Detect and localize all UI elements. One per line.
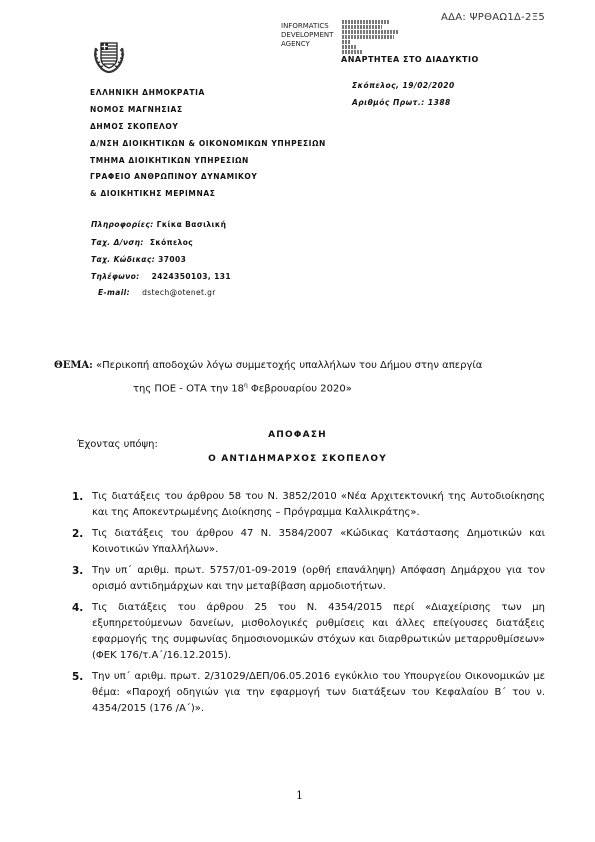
list-item	[58, 526, 545, 558]
list-item	[58, 489, 545, 521]
header-line-2: ΝΟΜΟΣ ΜΑΓΝΗΣΙΑΣ	[90, 105, 183, 114]
hellenic-republic-emblem-icon	[90, 38, 128, 74]
contact-phone	[91, 272, 231, 281]
email-label: E-mail:	[98, 288, 131, 297]
header-line-5: ΤΜΗΜΑ ΔΙΟΙΚΗΤΙΚΩΝ ΥΠΗΡΕΣΙΩΝ	[90, 156, 249, 165]
contact-zip	[91, 255, 186, 264]
it-logo-line-1: INFORMATICS	[281, 22, 329, 30]
list-item	[58, 600, 545, 664]
page-number: 1	[296, 789, 303, 802]
item-number: 5.	[72, 671, 84, 683]
subject-superscript: η	[243, 382, 248, 389]
header-line-3: ΔΗΜΟΣ ΣΚΟΠΕΛΟΥ	[90, 122, 179, 131]
list-item	[58, 669, 545, 717]
item-text: Την υπ΄ αριθμ. πρωτ. 2/31029/ΔΕΠ/06.05.2016 εγκύκλιο του Υπουργείου Οικονομικών με θέμα: «Παροχή οδηγιών για την εφαρμογή των διατάξεων του Κεφαλαίου Β΄ του ν. 4354/2015 (176 /Α΄)».	[92, 671, 545, 714]
item-number: 2.	[72, 528, 84, 540]
item-text: Τις διατάξεις του άρθρου 25 του Ν. 4354/2015 περί «Διαχείρισης των μη εξυπηρετούμενων δανείων, μισθολογικές ρυθμίσεις και άλλες επείγουσες διατάξεις εφαρμογής της συμφωνίας δημοσιονομικών στόχων και διαρθρωτικών μεταρρυθμίσεων» (ΦΕΚ 176/τ.Α΄/16.12.2015).	[92, 602, 545, 661]
item-text: Τις διατάξεις του άρθρου 58 του Ν. 3852/2010 «Νέα Αρχιτεκτονική της Αυτοδιοίκησης και της Αποκεντρωμένης Διοίκησης – Πρόγραμμα Καλλικράτης».	[92, 491, 545, 518]
address-label: Ταχ. Δ/νση:	[91, 238, 144, 247]
item-number: 3.	[72, 565, 84, 577]
subject-line-2	[54, 376, 554, 399]
it-logo-line-3: AGENCY	[281, 40, 310, 48]
email-value: dstech@otenet.gr	[142, 288, 216, 297]
zip-value: 37003	[158, 255, 187, 264]
it-logo-line-2: DEVELOPMENT	[281, 31, 334, 39]
header-line-1: ΕΛΛΗΝΙΚΗ ΔΗΜΟΚΡΑΤΙΑ	[90, 88, 205, 97]
phone-value: 2424350103, 131	[151, 272, 231, 281]
info-label: Πληροφορίες:	[91, 220, 154, 229]
subject-block	[54, 356, 554, 399]
contact-info	[91, 220, 226, 229]
ada-code: ΑΔΑ: ΨΡΘΑΩ1Δ-2Ξ5	[441, 12, 545, 23]
subject-line-2-end: Φεβρουαρίου 2020»	[247, 383, 352, 395]
info-value: Γκίκα Βασιλική	[156, 220, 227, 229]
posted-online-notice: ΑΝΑΡΤΗΤΕΑ ΣΤΟ ΔΙΑΔΥΚΤΙΟ	[341, 55, 479, 64]
decision-title: ΑΠΟΦΑΣΗ	[268, 430, 327, 440]
header-line-6: ΓΡΑΦΕΙΟ ΑΝΘΡΩΠΙΝΟΥ ΔΥΝΑΜΙΚΟΥ	[90, 172, 258, 181]
header-line-4: Δ/ΝΣΗ ΔΙΟΙΚΗΤΙΚΩΝ & ΟΙΚΟΝΟΜΙΚΩΝ ΥΠΗΡΕΣΙΩΝ	[90, 139, 326, 148]
zip-label: Ταχ. Κώδικας:	[91, 255, 156, 264]
deputy-mayor-title: Ο ΑΝΤΙΔΗΜΑΡΧΟΣ ΣΚΟΠΕΛΟΥ	[208, 454, 387, 464]
signature-stamp-text	[342, 20, 402, 55]
contact-email	[98, 288, 216, 297]
header-line-7: & ΔΙΟΙΚΗΤΙΚΗΣ ΜΕΡΙΜΝΑΣ	[90, 189, 216, 198]
it-agency-logo	[281, 22, 333, 49]
address-value: Σκόπελος	[149, 238, 194, 247]
contact-address	[91, 238, 193, 247]
subject-label: ΘΕΜΑ:	[54, 360, 93, 371]
subject-line-1: «Περικοπή αποδοχών λόγω συμμετοχής υπαλλήλων του Δήμου στην απεργία	[96, 360, 483, 371]
protocol-number: Αριθμός Πρωτ.: 1388	[352, 98, 451, 107]
considerations-list	[58, 489, 545, 717]
list-item	[58, 563, 545, 595]
phone-label: Τηλέφωνο:	[91, 272, 140, 281]
subject-line-2-start: της ΠΟΕ - ΟΤΑ την 18	[133, 383, 244, 395]
item-number: 4.	[72, 602, 84, 614]
item-text: Την υπ΄ αριθμ. πρωτ. 5757/01-09-2019 (ορθή επανάληψη) Απόφαση Δημάρχου για τον ορισμό αντιδημάρχων και την μεταβίβαση αρμοδιοτήτων.	[92, 565, 545, 592]
item-text: Τις διατάξεις του άρθρου 47 Ν. 3584/2007 «Κώδικας Κατάστασης Δημοτικών και Κοινοτικών Υπαλλήλων».	[92, 528, 545, 555]
document-date: Σκόπελος, 19/02/2020	[352, 81, 455, 90]
having-regard-label: Έχοντας υπόψη:	[77, 439, 158, 450]
item-number: 1.	[72, 491, 84, 503]
